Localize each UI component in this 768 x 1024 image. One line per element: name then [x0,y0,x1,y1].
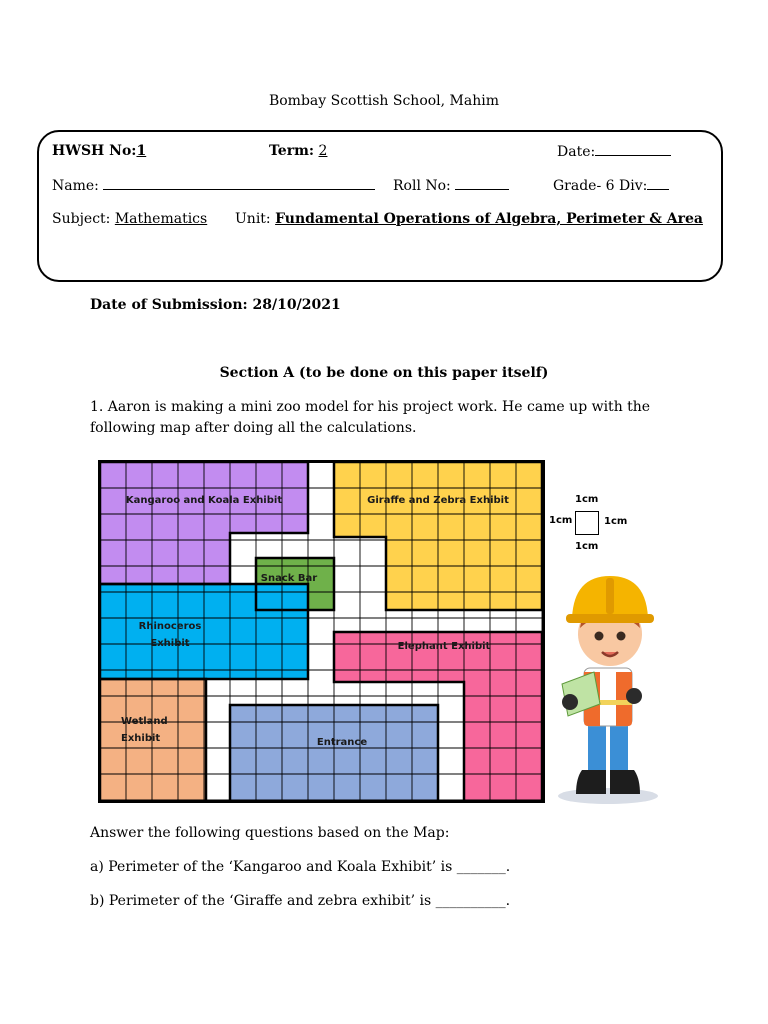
subject-field [52,211,207,227]
hwsh-field [52,143,172,159]
term-field [269,143,327,159]
grade-field [553,177,669,194]
name-blank[interactable] [103,177,375,190]
grade-label: Grade- 6 Div: [553,178,648,194]
question-1-line-1: 1. Aaron is making a mini zoo model for his project work. He came up with the [90,399,651,415]
unit-square [575,511,599,535]
date-field [557,143,671,160]
school-name: Bombay Scottish School, Mahim [268,93,500,109]
unit-field [235,211,703,227]
unit-label-left: 1cm [549,515,573,526]
unit-value: Fundamental Operations of Algebra, Perimeter & Area [275,211,703,227]
date-label: Date: [557,144,596,160]
rhinoceros-label-1: Rhinoceros [138,621,202,632]
unit-label-bottom: 1cm [575,541,599,552]
question-1-line-2: following map after doing all the calculations. [90,420,417,436]
subject-value: Mathematics [114,211,208,227]
elephant-label: Elephant Exhibit [397,641,491,652]
roll-label: Roll No: [393,178,451,194]
roll-blank[interactable] [455,177,509,190]
wetland-label-2: Exhibit [121,733,161,744]
rhinoceros-label-2: Exhibit [150,638,190,649]
hwsh-label: HWSH No: [52,143,137,159]
name-label: Name: [52,178,99,194]
unit-label-right: 1cm [604,516,628,527]
snack-bar-label: Snack Bar [260,573,318,584]
zoo-map [98,460,545,803]
unit-legend [546,490,630,554]
kangaroo-label: Kangaroo and Koala Exhibit [125,495,283,506]
roll-field [393,177,509,194]
term-label: Term: [269,143,315,159]
date-blank[interactable] [595,143,671,156]
giraffe-label: Giraffe and Zebra Exhibit [367,495,509,506]
subject-label: Subject: [52,211,111,227]
unit-label-top: 1cm [575,494,599,505]
wetland-label-1: Wetland [121,716,168,727]
name-field [52,177,375,194]
div-blank[interactable] [647,177,669,190]
term-value[interactable]: 2 [318,143,328,159]
question-b: b) Perimeter of the ‘Giraffe and zebra exhibit’ is __________. [90,893,511,909]
answer-intro: Answer the following questions based on the Map: [90,825,450,841]
engineer-kid-illustration [548,572,668,808]
hwsh-value[interactable]: 1 [136,143,147,159]
section-title: Section A (to be done on this paper itself) [219,365,549,381]
entrance-label: Entrance [316,737,368,748]
question-a: a) Perimeter of the ‘Kangaroo and Koala Exhibit’ is _______. [90,859,511,875]
submission-date: Date of Submission: 28/10/2021 [90,297,341,313]
unit-label: Unit: [235,211,271,227]
